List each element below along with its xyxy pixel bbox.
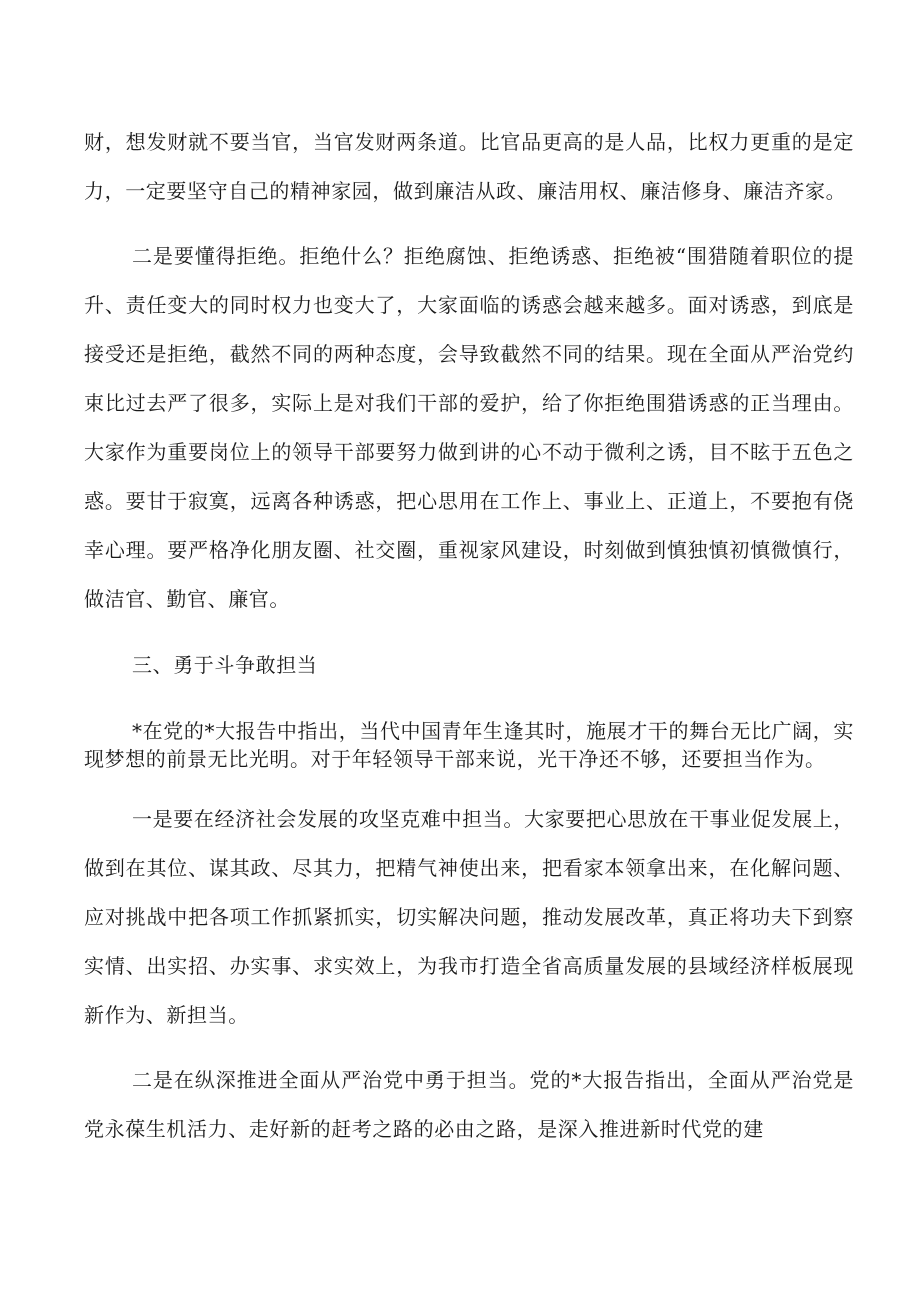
paragraph-economic-development: 一是要在经济社会发展的攻坚克难中担当。大家要把心思放在干事业促发展上，做到在其位、谋其政、尽其力，把精气神使出来，把看家本领拿出来，在化解问题、应对挑战中把各项工作抓紧抓实，切实解决问题，推动发展改革，真正将功夫下到察实情、出实招、办实事、求实效上，为我市打造全省高质量发展的县域经济样板展现新作为、新担当。 bbox=[84, 807, 854, 1027]
paragraph-integrity-continuation: 财，想发财就不要当官，当官发财两条道。比官品更高的是人品，比权力更重的是定力，一定要坚守自己的精神家园，做到廉洁从政、廉洁用权、廉洁修身、廉洁齐家。 bbox=[84, 130, 854, 203]
paragraph-congress-report-quote: *在党的*大报告中指出，当代中国青年生逢其时，施展才干的舞台无比广阔，实现梦想的前景无比光明。对于年轻领导干部来说，光干净还不够，还要担当作为。 bbox=[84, 719, 854, 771]
section-heading-three: 三、勇于斗争敢担当 bbox=[132, 653, 318, 677]
paragraph-learn-to-refuse: 二是要懂得拒绝。拒绝什么？拒绝腐蚀、拒绝诱惑、拒绝被“围猎随着职位的提升、责任变大的同时权力也变大了，大家面临的诱惑会越来越多。面对诱惑，到底是接受还是拒绝，截然不同的两种态度，会导致截然不同的结果。现在全面从严治党约束比过去严了很多，实际上是对我们干部的爱护，给了你拒绝围猎诱惑的正当理由。大家作为重要岗位上的领导干部要努力做到讲的心不动于微利之诱，目不眩于五色之惑。要甘于寂寞，远离各种诱惑，把心思用在工作上、事业上、正道上，不要抱有侥幸心理。要严格净化朋友圈、社交圈，重视家风建设，时刻做到慎独慎初慎微慎行，做洁官、勤官、廉官。 bbox=[84, 244, 854, 611]
paragraph-party-governance: 二是在纵深推进全面从严治党中勇于担当。党的*大报告指出，全面从严治党是党永葆生机活力、走好新的赶考之路的必由之路，是深入推进新时代党的建 bbox=[84, 1068, 854, 1141]
document-page bbox=[84, 118, 854, 1154]
